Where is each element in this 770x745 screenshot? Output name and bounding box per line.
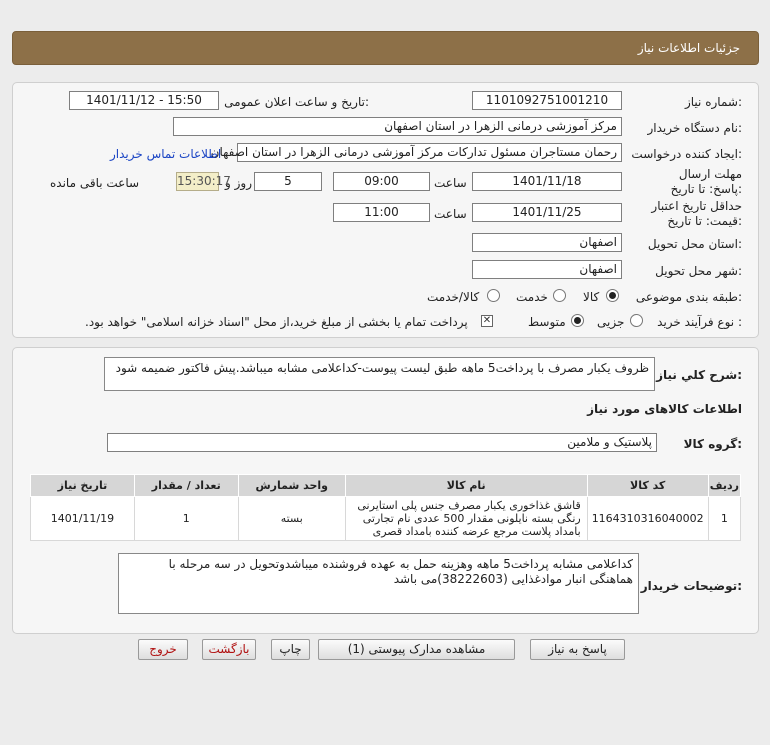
table-row xyxy=(31,497,741,541)
days-label: روز و xyxy=(225,176,252,190)
category-goods-service-label: کالا/خدمت xyxy=(427,290,480,304)
validity-date-field: 1401/11/25 xyxy=(472,203,622,222)
validity-label: حداقل تاریخ اعتبار قیمت: تا تاریخ: xyxy=(651,199,742,228)
process-radio-medium[interactable] xyxy=(571,314,584,327)
need-summary-label: شرح کلي نياز: xyxy=(656,368,742,382)
remaining-label: ساعت باقی مانده xyxy=(50,176,140,190)
col-unit: واحد شمارش xyxy=(238,475,345,497)
announce-label: تاریخ و ساعت اعلان عمومی: xyxy=(224,95,369,109)
buyer-notes-box xyxy=(118,553,639,614)
attachments-button[interactable]: مشاهده مدارک پیوستی (1) xyxy=(318,639,515,660)
goods-group-field: پلاستیک و ملامین xyxy=(107,433,657,452)
city-field: اصفهان xyxy=(472,260,622,279)
process-label: نوع فرآیند خرید : xyxy=(657,315,742,329)
cell-unit: بسته xyxy=(238,497,345,541)
cell-index: 1 xyxy=(708,497,740,541)
buyer-org-label: نام دستگاه خریدار: xyxy=(647,121,742,135)
process-medium-label: متوسط xyxy=(528,315,566,329)
col-date: تاریخ نیاز xyxy=(31,475,135,497)
back-button[interactable]: بازگشت xyxy=(202,639,256,660)
process-minor-label: جزیی xyxy=(597,315,625,329)
buyer-org-field: مرکز آموزشی درمانی الزهرا در استان اصفهان xyxy=(173,117,622,136)
exit-button[interactable]: خروج xyxy=(138,639,188,660)
requester-label: ایجاد کننده درخواست: xyxy=(631,147,742,161)
buyer-notes-text: کداعلامی مشابه پرداخت5 ماهه وهزینه حمل به عهده فروشنده میباشدوتحویل در سه مرحله با هماهنگی انبار موادغذایی (38222603)می باشد xyxy=(168,557,633,586)
items-table xyxy=(30,474,741,541)
city-label: شهر محل تحویل: xyxy=(655,264,742,278)
goods-info-title: اطلاعات کالاهای مورد نیاز xyxy=(587,402,742,416)
reply-button[interactable]: پاسخ به نیاز xyxy=(530,639,625,660)
process-radio-minor[interactable] xyxy=(630,314,643,327)
days-field: 5 xyxy=(254,172,322,191)
buyer-contact-link[interactable]: اطلاعات تماس خریدار xyxy=(110,147,222,161)
category-goods-label: کالا xyxy=(583,290,600,304)
cell-code: 1164310316040002 xyxy=(587,497,708,541)
category-radio-goods[interactable] xyxy=(606,289,619,302)
need-number-field: 1101092751001210 xyxy=(472,91,622,110)
goods-group-label: گروه کالا: xyxy=(683,437,742,451)
col-qty: تعداد / مقدار xyxy=(134,475,238,497)
payment-note: پرداخت تمام یا بخشی از مبلغ خرید،از محل "اسناد خزانه اسلامی" خواهد بود. xyxy=(85,315,468,329)
items-table-header xyxy=(31,475,741,497)
cell-date: 1401/11/19 xyxy=(31,497,135,541)
reply-time-label: ساعت xyxy=(434,176,467,190)
need-summary-box xyxy=(104,357,655,391)
cell-name: قاشق غذاخوری یکبار مصرف جنس پلی استایرنی رنگی بسته نایلونی مقدار 500 عددی نام تجارتی بامداد پلاست مرجع عرضه کننده بامداد قصری xyxy=(345,497,587,541)
category-radio-service[interactable] xyxy=(553,289,566,302)
reply-deadline-label: مهلت ارسال پاسخ: تا تاریخ: xyxy=(670,167,742,196)
col-index: ردیف xyxy=(708,475,740,497)
need-number-label: شماره نیاز: xyxy=(684,95,742,109)
print-button[interactable]: چاپ xyxy=(271,639,310,660)
category-radio-goods-service[interactable] xyxy=(487,289,500,302)
reply-time-field: 09:00 xyxy=(333,172,430,191)
buyer-notes-label: توضیحات خریدار: xyxy=(640,579,742,593)
validity-time-field: 11:00 xyxy=(333,203,430,222)
announce-field: 1401/11/12 - 15:50 xyxy=(69,91,219,110)
need-summary-text: ظروف یکبار مصرف با پرداخت5 ماهه طبق لیست پیوست-کداعلامی مشابه میباشد.پیش فاکتور ضمیمه شود xyxy=(115,361,649,375)
remaining-time-field: 15:30:17 xyxy=(176,172,219,191)
col-code: کد کالا xyxy=(587,475,708,497)
requester-field: رحمان مستاجران مسئول تدارکات مرکز آموزشی درمانی الزهرا در استان اصفهان xyxy=(237,143,622,162)
col-name: نام کالا xyxy=(345,475,587,497)
validity-time-label: ساعت xyxy=(434,207,467,221)
category-label: طبقه بندی موضوعی: xyxy=(635,290,742,304)
treasury-checkbox[interactable]: ✕ xyxy=(482,315,492,326)
province-field: اصفهان xyxy=(472,233,622,252)
page-title: جزئیات اطلاعات نیاز xyxy=(637,41,740,55)
province-label: استان محل تحویل: xyxy=(647,237,742,251)
category-service-label: خدمت xyxy=(516,290,548,304)
cell-qty: 1 xyxy=(134,497,238,541)
page-header xyxy=(12,31,759,65)
reply-date-field: 1401/11/18 xyxy=(472,172,622,191)
